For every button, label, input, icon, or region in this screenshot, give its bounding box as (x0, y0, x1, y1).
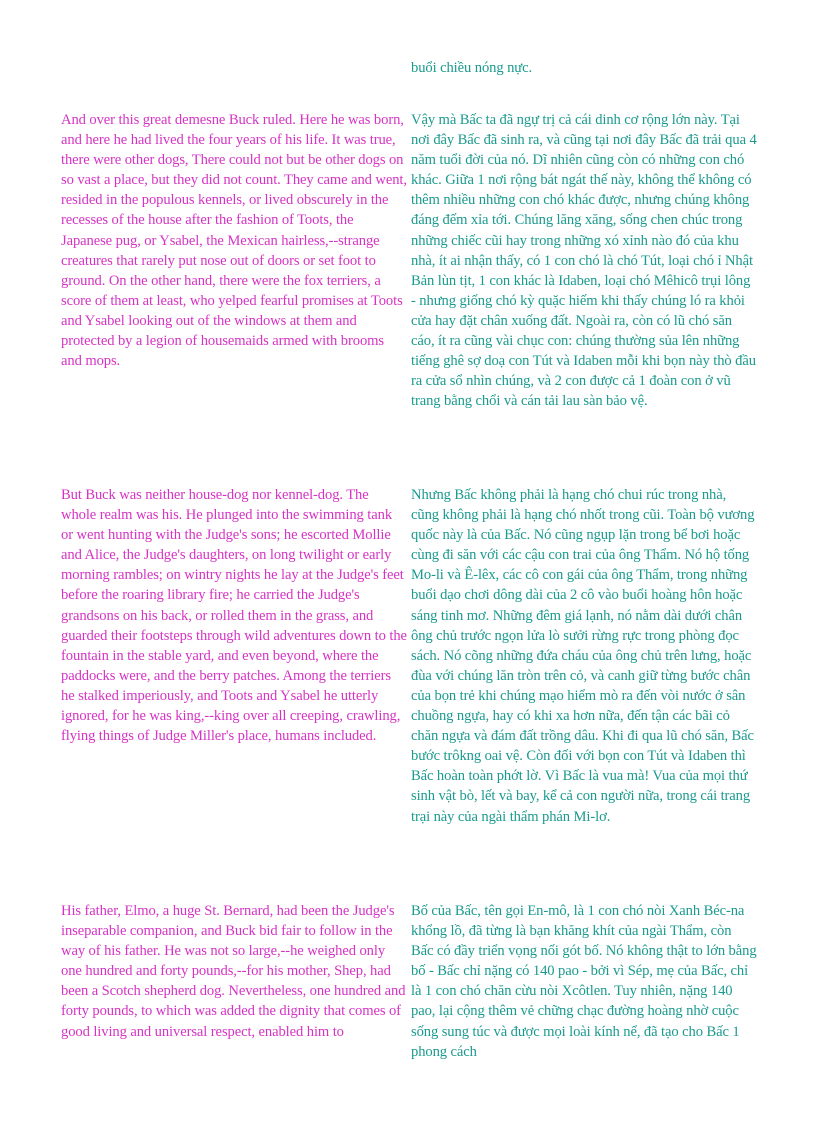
english-paragraph-3: His father, Elmo, a huge St. Bernard, had been the Judge's inseparable companion, and Buck bid fair to follow in the way of his father. He was not so large,--he weighed only one hundred and forty pounds,--for his mother, Shep, had been a Scotch shepherd dog. Nevertheless, one hundred and forty pounds, to which was added the dignity that comes of good living and universal respect, enabled him to (61, 903, 406, 1040)
english-paragraph-2: But Buck was neither house-dog nor kennel-dog. The whole realm was his. He plunged into the swimming tank or went hunting with the Judge's sons; he escorted Mollie and Alice, the Judge's daughters, on long twilight or early morning rambles; on wintry nights he lay at the Judge's feet before the roaring library fire; he carried the Judge's grandsons on his back, or rolled them in the grass, and guarded their footsteps through wild adventures down to the fountain in the stable yard, and even beyond, where the paddocks were, and the berry patches. Among the terriers he stalked imperiously, and Toots and Ysabel he utterly ignored, for he was king,--king over all creeping, crawling, flying things of Judge Miller's place, humans included. (61, 487, 407, 745)
english-paragraph-1: And over this great demesne Buck ruled. Here he was born, and here he had lived the four years of his life. It was true, there were other dogs, There could not but be other dogs on so vast a place, but they did not count. They came and went, resided in the populous kennels, or lived obscurely in the recesses of the house after the fashion of Toots, the Japanese pug, or Ysabel, the Mexican hairless,--strange creatures that rarely put nose out of doors or set foot to ground. On the other hand, there were the fox terriers, a score of them at least, who yelped fearful promises at Toots and Ysabel looking out of the windows at them and protected by a legion of housemaids armed with brooms and mops. (61, 112, 407, 370)
vietnamese-paragraph-2: Nhưng Bấc không phải là hạng chó chui rúc trong nhà, cũng không phải là hạng chó nhốt trong cũi. Toàn bộ vương quốc này là của Bấc. Nó cũng ngụp lặn trong bể bơi hoặc cùng đi săn với các cậu con trai của ông Thẩm. Nó hộ tống Mo-li và Ê-lêx, các cô con gái của ông Thẩm, trong những buổi dạo chơi dông dài của 2 cô vào buổi hoàng hôn hoặc sáng tinh mơ. Những đêm giá lạnh, nó nằm dài dưới chân ông chủ trước ngọn lửa lò sưởi rừng rực trong phòng đọc sách. Nó cõng những đứa cháu của ông chủ trên lưng, hoặc đùa với chúng lăn tròn trên cỏ, và canh giữ từng bước chân của bọn trẻ khi chúng mạo hiểm mò ra đến vòi nước ở sân chuồng ngựa, hay có khi xa hơn nữa, đến tận các bãi cỏ chăn ngựa và đám đất trồng dâu. Khi đi qua lũ chó săn, Bấc bước trôkng oai vệ. Còn đối với bọn con Tút và Idaben thì Bấc hoàn toàn phớt lờ. Vì Bấc là vua mà! Vua của mọi thứ sinh vật bò, lết và bay, kể cả con người nữa, trong cái trang trại này của ngài thẩm phán Mi-lơ. (411, 487, 755, 825)
vietnamese-paragraph-1: Vậy mà Bấc ta đã ngự trị cả cái dinh cơ rộng lớn này. Tại nơi đây Bấc đã sinh ra, và cũng tại nơi đây Bấc đã trải qua 4 năm tuổi đời của nó. Dĩ nhiên cũng còn có những con chó khác. Giữa 1 nơi rộng bát ngát thế này, không thể không có thêm nhiều những con chó khác được, nhưng chúng không đáng đếm xỉa tới. Chúng lăng xăng, sống chen chúc trong những chiếc cũi hay trong những xó xỉnh nào đó của khu nhà, ít ai nhận thấy, có 1 con chó là chó Tút, loại chó ỉ Nhật Bản lùn tịt, 1 con khác là Idaben, loại chó Mêhicô trụi lông - nhưng giống chó kỳ quặc hiếm khi thấy chúng ló ra khỏi cửa hay đặt chân xuống đất. Ngoài ra, còn có lũ chó săn cáo, ít ra cũng vài chục con: chúng thường sủa lên những tiếng ghê sợ doạ con Tút và Idaben mỗi khi bọn này thò đầu ra cửa sổ nhìn chúng, và 2 con được cả 1 đoàn con ở vũ trang bằng chổi và cán tải lau sàn bảo vệ. (411, 112, 757, 410)
vietnamese-paragraph-3: Bố của Bấc, tên gọi En-mô, là 1 con chó nòi Xanh Béc-na khổng lồ, đã từng là bạn khăng khít của ngài Thẩm, còn Bấc có đầy triển vọng nối gót bố. Nó không thật to lớn bằng bố - Bấc chỉ nặng có 140 pao - bởi vì Sép, mẹ của Bấc, chỉ là 1 con chó chăn cừu nòi Xcôtlen. Tuy nhiên, nặng 140 pao, lại cộng thêm vẻ chững chạc đường hoàng nhờ cuộc sống sung túc và được mọi loài kính nể, đã tạo cho Bấc 1 phong cách (411, 903, 757, 1060)
vietnamese-continuation-fragment: buổi chiều nóng nực. (411, 60, 533, 76)
